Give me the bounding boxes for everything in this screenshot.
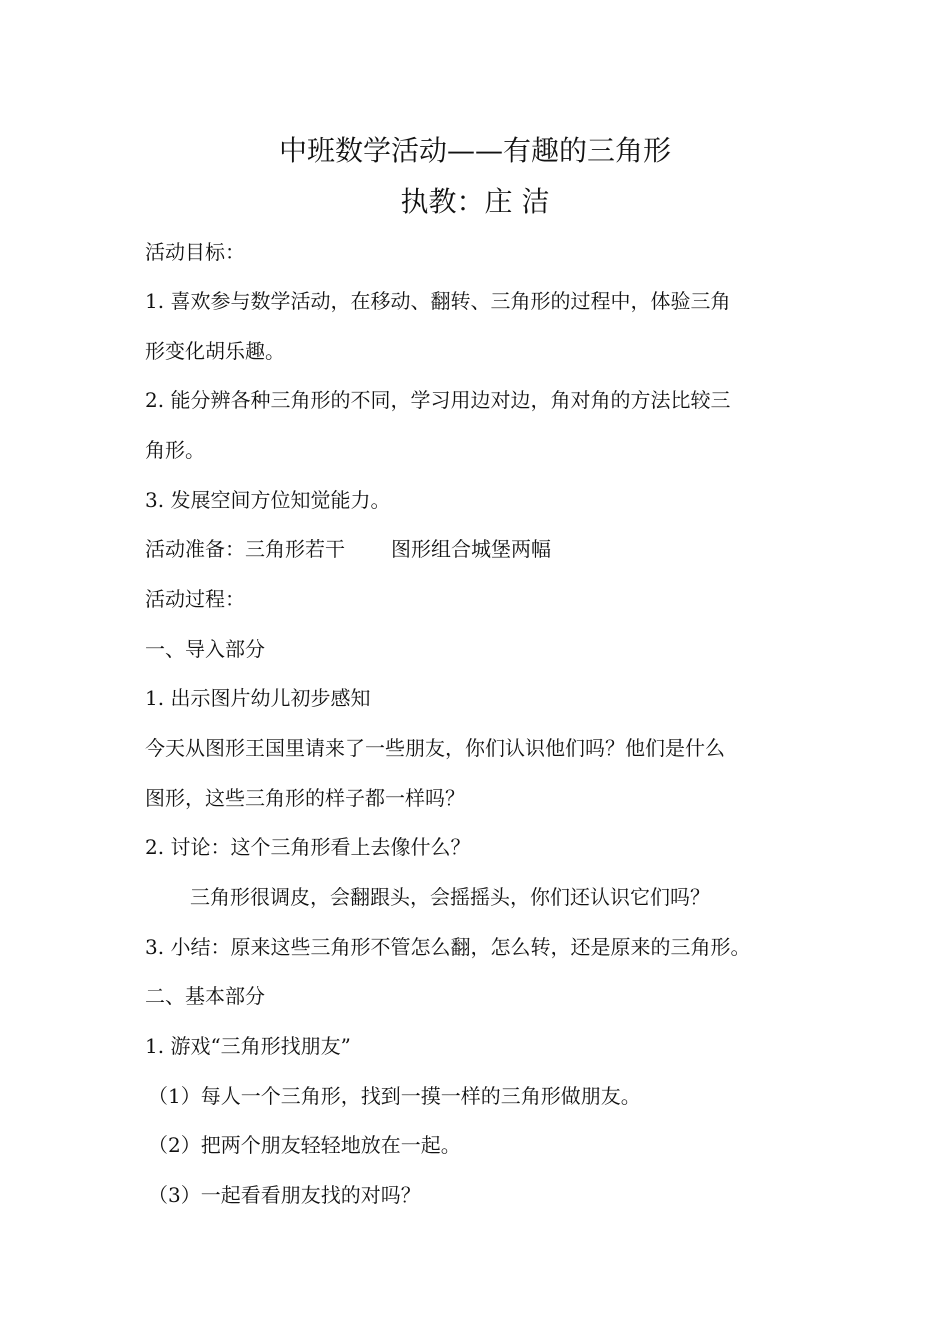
teacher-line: 执教：庄 洁 <box>400 185 550 218</box>
prep-pictures: 图形组合城堡两幅 <box>391 537 551 561</box>
section-process-heading: 活动过程： <box>145 587 245 611</box>
prep-line <box>145 535 551 563</box>
paragraph-intro-line-1: 今天从图形王国里请来了一些朋友，你们认识他们吗？他们是什么 <box>145 736 725 760</box>
part-one-heading: 一、导入部分 <box>145 637 265 661</box>
document-title: 中班数学活动——有趣的三角形 <box>278 134 671 167</box>
paragraph-intro-line-2: 图形，这些三角形的样子都一样吗？ <box>145 786 465 810</box>
game-step-2: （2）把两个朋友轻轻地放在一起。 <box>148 1133 461 1157</box>
paragraph-indented: 三角形很调皮，会翻跟头，会摇摇头，你们还认识它们吗？ <box>190 885 710 909</box>
goal-3-line: 3. 发展空间方位知觉能力。 <box>145 488 391 512</box>
game-heading: 1. 游戏“三角形找朋友” <box>145 1034 351 1058</box>
step-2-line: 2. 讨论：这个三角形看上去像什么？ <box>145 835 471 859</box>
goal-2-line-2: 角形。 <box>145 438 205 462</box>
prep-materials: 活动准备：三角形若干 <box>145 537 345 561</box>
goal-1-line-1: 1. 喜欢参与数学活动，在移动、翻转、三角形的过程中，体验三角 <box>145 289 731 313</box>
section-goals-heading: 活动目标： <box>145 240 245 264</box>
goal-2-line-1: 2. 能分辨各种三角形的不同，学习用边对边，角对角的方法比较三 <box>145 388 731 412</box>
goal-1-line-2: 形变化胡乐趣。 <box>145 339 285 363</box>
step-1-line: 1. 出示图片幼儿初步感知 <box>145 686 371 710</box>
game-step-3: （3）一起看看朋友找的对吗？ <box>148 1183 421 1207</box>
step-3-line: 3. 小结：原来这些三角形不管怎么翻，怎么转，还是原来的三角形。 <box>145 935 751 959</box>
part-two-heading: 二、基本部分 <box>145 984 265 1008</box>
game-step-1: （1）每人一个三角形，找到一摸一样的三角形做朋友。 <box>148 1084 641 1108</box>
